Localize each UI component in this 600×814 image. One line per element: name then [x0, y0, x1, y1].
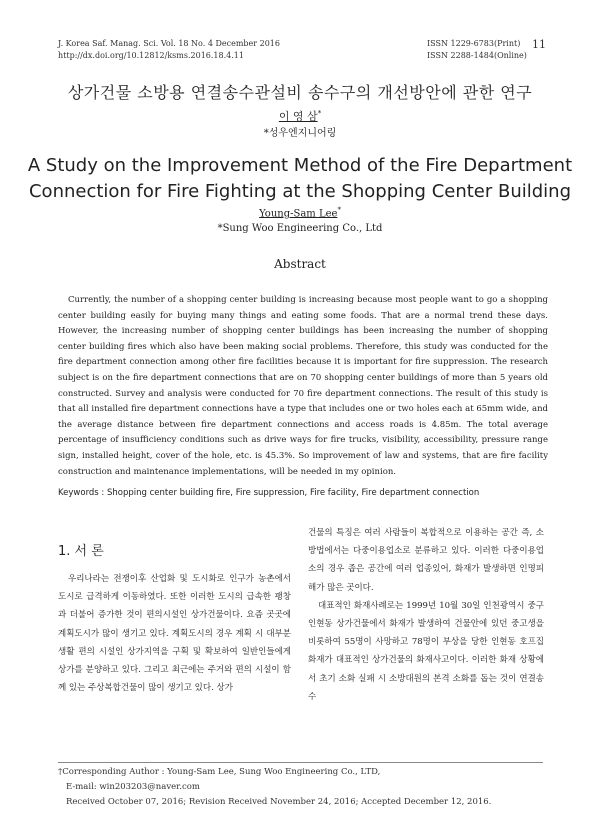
journal-header [58, 38, 280, 62]
issn-online: ISSN 2288-1484(Online) [427, 51, 527, 60]
author-email[interactable]: E-mail: win203203@naver.com [66, 782, 200, 792]
english-author-name: Young-Sam Lee [259, 208, 338, 220]
intro-right-paragraph-1: 건물의 특징은 여러 사람들이 복합적으로 이용하는 공간 즉, 소방법에서는 다중이용업소로 분류하고 있다. 이러한 다중이용업소의 경우 좁은 공간에 여러 업종있어, 화재가 발생하면 인명피해가 많은 곳이다. [308, 528, 544, 593]
issn-block [427, 38, 527, 62]
intro-left-column: 우리나라는 전쟁이후 산업화 및 도시화로 인구가 농촌에서 도시로 급격하게 이동하였다. 또한 이러한 도시의 급속한 팽창과 더불어 증가한 것이 편의시설인 상가건물이다. 요즘 곳곳에 계획도시가 많이 생기고 있다. 계획도시의 경우 계획 시 대부분 생활 편의 시설인 상가지역을 구획 및 확보하여 일반인들에게 상가를 분양하고 있다. 그리고 최근에는 주거와 편의 시설이 함께 있는 주상복합건물이 많이 생기고 있다. 상가 [58, 574, 291, 694]
korean-author-name: 이 영 삼 [278, 110, 318, 123]
english-title-line2: Connection for Fire Fighting at the Shopping Center Building [28, 181, 572, 202]
corresponding-author: †Corresponding Author : Young-Sam Lee, Sung Woo Engineering Co., LTD, [58, 767, 381, 777]
page-number: 11 [532, 38, 546, 51]
english-author-mark: * [337, 206, 341, 214]
intro-right-paragraph-2: 대표적인 화재사례로는 1999년 10월 30일 인천광역시 중구 인현동 상가건물에서 화재가 발생하여 건물안에 있던 중고생을 비롯하여 55명이 사망하고 78명이 부상을 당한 인현동 호프집화재가 대표적인 상가건물의 화재사고이다. 이러한 화재 상황에서 초기 소화 실패 시 소방대원의 본격 소화를 돕는 것이 연결송수 [308, 600, 544, 702]
footnote-divider [58, 762, 543, 763]
doi-link[interactable]: http://dx.doi.org/10.12812/ksms.2016.18.4.11 [58, 51, 244, 60]
abstract-text: Currently, the number of a shopping center building is increasing because most people want to go a shopping center building easily for buying many things and eating some foods. That are a normal trend these days. However, the increasing number of shopping center buildings has been increasing the number of shopping center building fires which also have been making social problems. Therefore, this study was conducted for the fire department connection among other fire facilities because it is important for fire suppression. The research subject is on the fire department connections that are on 70 shopping center buildings of more than 5 years old constructed. Survey and analysis were conducted for 70 fire department connections. The result of this study is that all installed fire department connections have a type that includes one or two holes each at 65mm wide, and the average distance between fire department connections and access roads is 4.85m. The total average percentage of insufficiency conditions such as drive ways for fire trucks, visibility, accessibility, pressure range sign, installed height, cover of the hole, etc. is 45.3%. So improvement of law and systems, that are fire facility construction and maintenance implementations, will be needed in my opinion. [58, 295, 548, 477]
keywords [58, 488, 553, 498]
korean-title: 상가건물 소방용 연결송수관설비 송수구의 개선방안에 관한 연구 [67, 83, 533, 102]
keywords-label: Keywords : [58, 488, 107, 498]
korean-author-mark: * [317, 109, 322, 118]
issn-print: ISSN 1229-6783(Print) [427, 39, 521, 48]
english-author [0, 206, 600, 219]
footnote [58, 765, 558, 810]
abstract-heading: Abstract [274, 257, 326, 271]
english-title [0, 153, 600, 205]
journal-citation: J. Korea Saf. Manag. Sci. Vol. 18 No. 4 December 2016 [58, 39, 280, 48]
intro-right-column [308, 524, 544, 706]
korean-affiliation: *성우엔지니어링 [263, 128, 337, 139]
received-dates: Received October 07, 2016; Revision Received November 24, 2016; Accepted December 12, 2016. [66, 797, 492, 807]
english-affiliation: *Sung Woo Engineering Co., Ltd [217, 223, 383, 234]
keywords-list: Shopping center building fire, Fire suppression, Fire facility, Fire department connection [107, 488, 480, 498]
korean-author [0, 108, 600, 124]
english-title-line1: A Study on the Improvement Method of the Fire Department [27, 155, 573, 176]
section-heading-introduction: 1. 서 론 [58, 544, 104, 559]
